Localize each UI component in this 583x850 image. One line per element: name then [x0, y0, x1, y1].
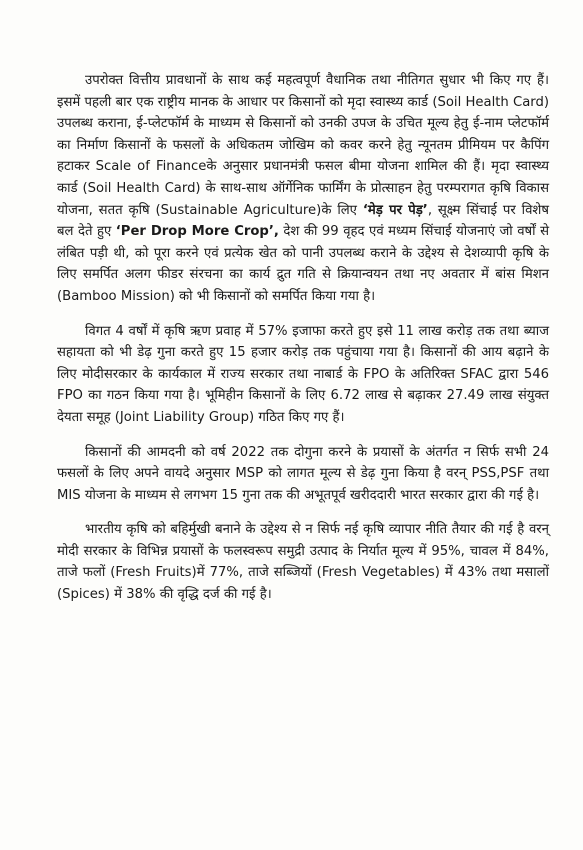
paragraph-text: उपरोक्त वित्तीय प्रावधानों के साथ कई महत्वपूर्ण वैधानिक तथा नीतिगत सुधार भी किए गए हैं। इसमें पहली बार एक राष्ट्रीय मानक के आधार पर किसानों को मृदा स्वास्थ्य कार्ड (Soil Health Card) उपलब्ध कराना, ई-प्लेटफॉर्म के माध्यम से किसानों को उनकी उपज के उचित मूल्य हेतु ई-नाम प्लेटफॉर्म का निर्माण किसानों के फसलों के अधिकतम जोखिम को कवर करने हेतु न्यूनतम प्रीमियम पर कैपिंग हटाकर Scale of Financeके अनुसार प्रधानमंत्री फसल बीमा योजना शामिल की हैं। मृदा स्वास्थ्य कार्ड (Soil Health Card) के साथ-साथ ऑर्गेनिक फार्मिंग के प्रोत्साहन हेतु परम्परागत कृषि विकास योजना, सतत कृषि (Sustainable Agriculture)के लिए [57, 73, 549, 218]
paragraph-credit [57, 321, 549, 429]
paragraph-text: , सूक्ष्म सिंचाई पर विशेष बल देते हुए [57, 202, 549, 240]
paragraph-msp [57, 442, 549, 507]
paragraph-text: विगत 4 वर्षों में कृषि ऋण प्रवाह में 57% इजाफा करते हुए इसे 11 लाख करोड़ तक तथा ब्याज सहायता को भी डेढ़ गुना करते हुए 15 हजार करोड़ तक पहुंचाया गया है। किसानों की आय बढ़ाने के लिए मोदीसरकार के कार्यकाल में राज्य सरकार तथा नाबार्ड के FPO के अतिरिक्त SFAC द्वारा 546 FPO का गठन किया गया है। भूमिहीन किसानों के लिए 6.72 लाख से बढ़ाकर 27.49 लाख संयुक्त देयता समूह (Joint Liability Group) गठित किए गए हैं। [57, 323, 549, 425]
bold-phrase: ‘Per Drop More Crop’, [115, 224, 279, 240]
paragraph-reforms [57, 70, 549, 308]
paragraph-exports [57, 519, 549, 605]
paragraph-text: किसानों की आमदनी को वर्ष 2022 तक दोगुना करने के प्रयासों के अंतर्गत न सिर्फ सभी 24 फसलों के लिए अपने वायदे अनुसार MSP को लागत मूल्य से डेढ़ गुना किया है वरन् PSS,PSF तथा MIS योजना के माध्यम से लगभग 15 गुना तक की अभूतपूर्व खरीददारी भारत सरकार द्वारा की गई है। [57, 444, 549, 503]
paragraph-text: भारतीय कृषि को बहिर्मुखी बनाने के उद्देश्य से न सिर्फ नई कृषि व्यापार नीति तैयार की गई है वरन् मोदी सरकार के विभिन्न प्रयासों के फलस्वरूप समुद्री उत्पाद के निर्यात मूल्य में 95%, चावल में 84%, ताजे फलों (Fresh Fruits)में 77%, ताजे सब्जियों (Fresh Vegetables) में 43% तथा मसालों (Spices) में 38% की वृद्धि दर्ज की गई है। [57, 522, 549, 603]
paragraph-text: देश की 99 वृहद एवं मध्यम सिंचाई योजनाएं जो वर्षों से लंबित पड़ी थी, को पूरा करने एवं प्रत्येक खेत को पानी उपलब्ध कराने के उद्देश्य से देशव्यापी कृषि के लिए समर्पित अलग फीडर संरचना का कार्य द्रुत गति से क्रियान्वयन तथा नए अवतार में बांस मिशन (Bamboo Mission) को भी किसानों को समर्पित किया गया है। [57, 224, 549, 304]
bold-phrase: ‘मेड़ पर पेड़’ [362, 202, 428, 218]
